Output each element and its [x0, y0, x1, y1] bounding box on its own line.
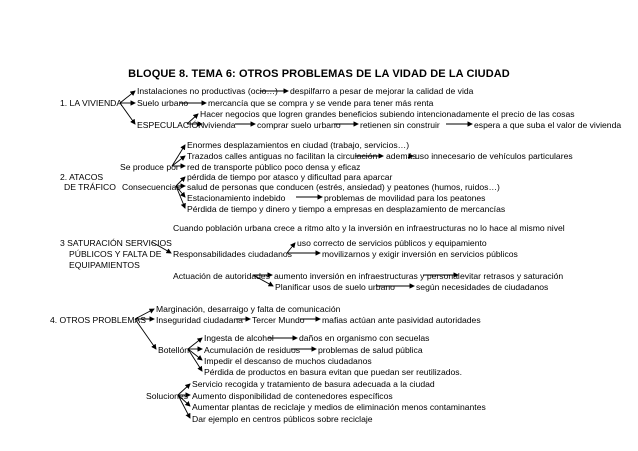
- s1-line4-a: ESPECULACIÓN: [137, 120, 205, 130]
- section-1-heading: 1. LA VIVIENDA: [60, 98, 123, 108]
- s2-cause-1: Enormes desplazamientos en ciudad (trabajo, servicios…): [187, 140, 410, 150]
- section-4-heading: 4. OTROS PROBLEMAS: [50, 315, 146, 325]
- s4-botellon-4: Pérdida de productos en basura evitan que puedan ser reutilizados.: [204, 367, 462, 377]
- s4-problem-2-b: Tercer Mundo: [252, 315, 305, 325]
- s2-cause-label: Se produce por: [120, 162, 179, 172]
- s2-consequence-4: Pérdida de tiempo y dinero y tiempo a empresas en desplazamiento de mercancías: [187, 204, 506, 214]
- arrow-s1-vivienda-up: [120, 91, 135, 103]
- arrow-s4-botellon-up: [188, 338, 202, 349]
- arrow-s4-botellon-down1: [188, 349, 202, 360]
- s4-botellon-2-b: problemas de salud pública: [318, 345, 423, 355]
- s4-solution-4: Dar ejemplo en centros públicos sobre reciclaje: [192, 414, 373, 424]
- s3-auth-1-c: evitar retrasos y saturación: [460, 271, 564, 281]
- s4-solution-2: Aumento disponibilidad de contenedores específicos: [192, 391, 393, 401]
- s3-intro: Cuando población urbana crece a ritmo alto y la inversión en infraestructuras no lo hace al mismo nivel: [173, 223, 565, 233]
- s2-consequence-1: pérdida de tiempo por atasco y dificultad para aparcar: [187, 172, 393, 182]
- s4-solutions-label: Soluciones: [146, 391, 189, 401]
- s1-line2-a: Suelo urbano: [137, 98, 189, 108]
- section-2-heading-2: DE TRÁFICO: [64, 182, 116, 192]
- section-3-heading-2: PÚBLICOS Y FALTA DE: [69, 249, 162, 259]
- s1-line4-b: vivienda: [204, 120, 236, 130]
- s2-cause-3: red de transporte público poco densa y eficaz: [187, 162, 361, 172]
- s2-consequence-label: Consecuencias: [122, 182, 181, 192]
- s2-cause-2-a: Trazados calles antiguas no facilitan la circulación: [187, 151, 378, 161]
- s4-problem-1: Marginación, desarraigo y falta de comunicación: [156, 304, 341, 314]
- s4-botellon-label: Botellón: [158, 345, 190, 355]
- section-3-heading-1: 3 SATURACIÓN SERVICIOS: [60, 238, 172, 248]
- s4-solution-1: Servicio recogida y tratamiento de basura adecuada a la ciudad: [192, 379, 435, 389]
- s4-botellon-2-a: Acumulación de residuos: [204, 345, 301, 355]
- arrow-s4-botellon-down2: [188, 349, 202, 371]
- s4-botellon-1-a: Ingesta de alcohol: [204, 333, 274, 343]
- s2-cause-2-b: además: [386, 151, 417, 161]
- s3-resp-1: uso correcto de servicios públicos y equipamiento: [297, 238, 487, 248]
- s3-auth-2-a: Planificar usos de suelo urbano: [275, 282, 395, 292]
- s3-auth-1-b: aumento inversión en infraestructuras y personal: [274, 271, 460, 281]
- s2-cause-2-c: uso innecesario de vehículos particulares: [415, 151, 573, 161]
- s2-consequence-3-a: Estacionamiento indebido: [187, 193, 286, 203]
- s3-resp-2-a: Responsabilidades ciudadanos: [173, 249, 292, 259]
- s1-line4-c: comprar suelo urbano: [257, 120, 341, 130]
- s4-botellon-1-b: daños en organismo con secuelas: [299, 333, 430, 343]
- s3-resp-2-b: movilizarnos y exigir inversión en servicios públicos: [322, 249, 518, 259]
- s1-line2-b: mercancía que se compra y se vende para tener más renta: [208, 98, 434, 108]
- s1-line4-d: retienen sin construir: [360, 120, 440, 130]
- s4-solution-3: Aumentar plantas de reciclaje y medios de eliminación menos contaminantes: [192, 402, 486, 412]
- s4-problem-2-c: mafias actúan ante pasividad autoridades: [322, 315, 481, 325]
- arrow-s1-vivienda-down: [120, 103, 135, 124]
- s1-line4-e: espera a que suba el valor de vivienda: [474, 120, 622, 130]
- s1-line1-a: Instalaciones no productivas (ocio…): [137, 86, 278, 96]
- s4-botellon-3: Impedir el descanso de muchos ciudadanos: [204, 356, 372, 366]
- s3-auth-2-b: según necesidades de ciudadanos: [416, 282, 549, 292]
- s1-line3: Hacer negocios que logren grandes beneficios subiendo intencionadamente el precio de las cosas: [200, 109, 575, 119]
- section-3-heading-3: EQUIPAMIENTOS: [69, 260, 140, 270]
- s3-auth-1-a: Actuación de autoridades: [173, 271, 270, 281]
- section-2-heading-1: 2. ATACOS: [60, 172, 104, 182]
- s1-line1-b: despilfarro a pesar de mejorar la calidad de vida: [290, 86, 474, 96]
- page-title: BLOQUE 8. TEMA 6: OTROS PROBLEMAS DE LA VIDAD DE LA CIUDAD: [128, 68, 510, 80]
- s4-problem-2-a: Inseguridad ciudadana: [156, 315, 243, 325]
- s2-consequence-3-b: problemas de movilidad para los peatones: [324, 193, 486, 203]
- s2-consequence-2: salud de personas que conducen (estrés, ansiedad) y peatones (humos, ruidos…): [187, 182, 500, 192]
